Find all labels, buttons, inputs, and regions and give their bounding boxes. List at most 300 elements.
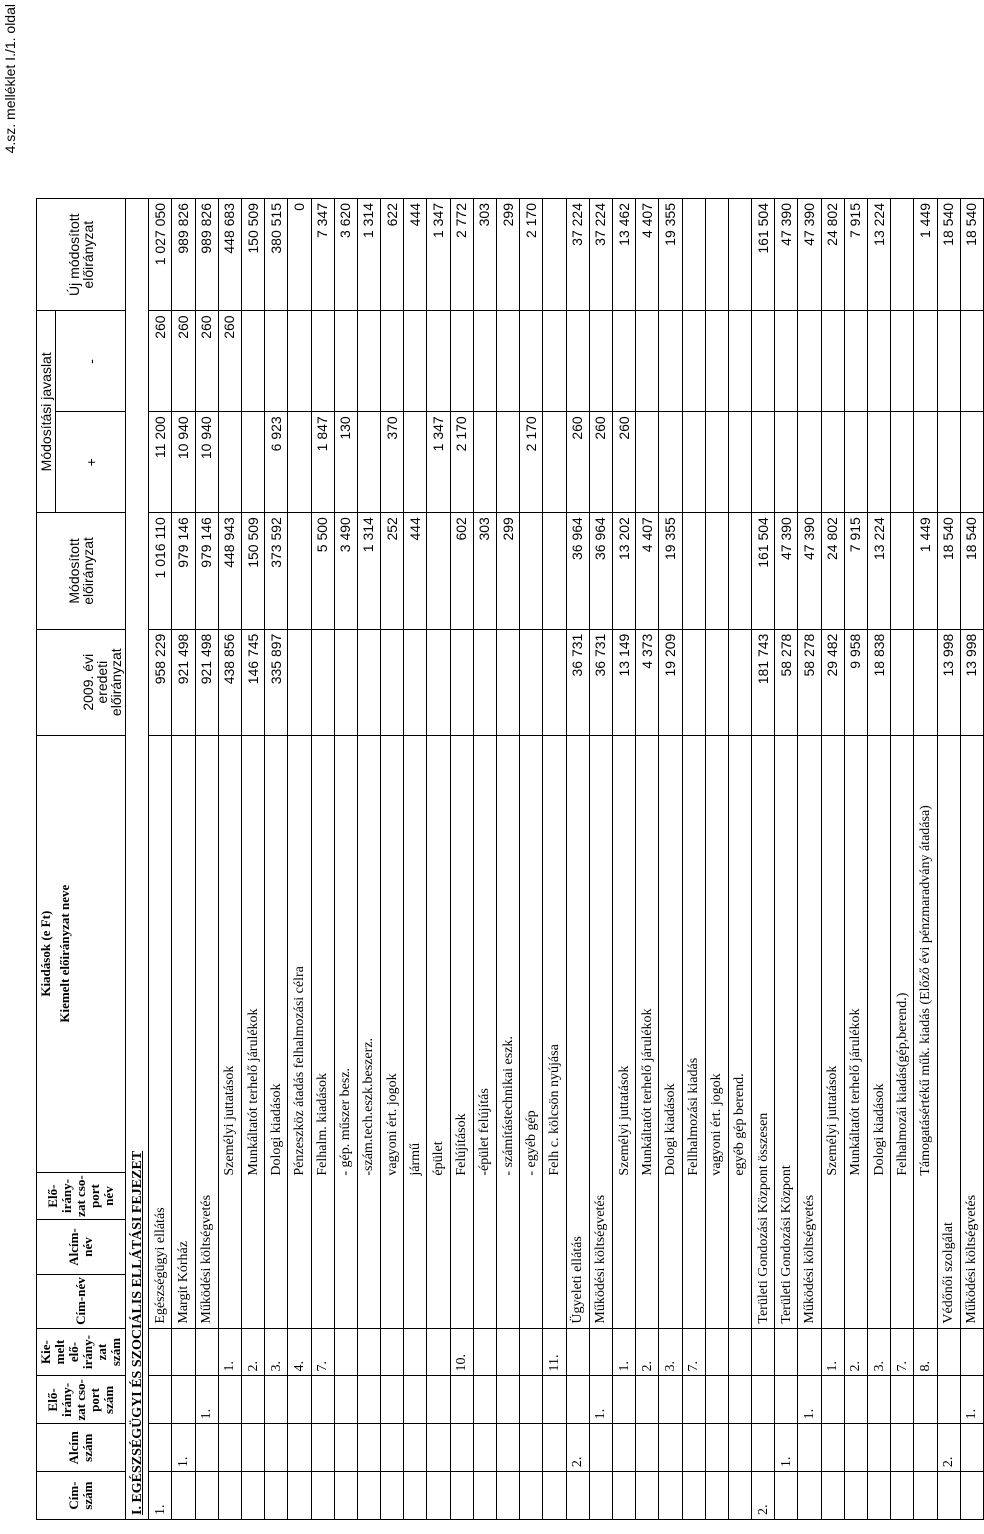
modositott-cell: 444 — [404, 513, 427, 629]
alcim-szam-cell — [682, 1424, 705, 1472]
minus-cell — [589, 311, 612, 412]
modositott-cell: 13 224 — [868, 513, 891, 629]
modositott-cell: 150 509 — [241, 513, 264, 629]
cim-szam-cell — [172, 1472, 195, 1520]
alcim-szam-cell: 2. — [566, 1424, 589, 1472]
eredeti-cell — [334, 629, 357, 735]
eloir-csop-cell — [937, 1376, 960, 1424]
kiemelt-szam-cell — [172, 1328, 195, 1376]
kiemelt-szam-cell — [752, 1328, 775, 1376]
minus-cell — [427, 311, 450, 412]
eredeti-cell — [705, 629, 728, 735]
eloir-csop-cell — [450, 1376, 473, 1424]
alcim-szam-cell — [218, 1424, 241, 1472]
row-name-cell: Személyi juttatások — [218, 735, 241, 1328]
alcim-szam-cell — [241, 1424, 264, 1472]
row-name-cell: Felhalmozái kiadás(gép,berend.) — [891, 735, 914, 1328]
plus-cell — [497, 412, 520, 513]
eredeti-cell — [288, 629, 311, 735]
alcim-szam-cell — [705, 1424, 728, 1472]
kiemelt-szam-cell: 8. — [914, 1328, 937, 1376]
row-name-cell: -szám.tech.eszk.beszerz. — [357, 735, 380, 1328]
row-name-cell: Ügyeleti ellátás — [566, 735, 589, 1328]
header-uj: Új módosított előirányzat — [37, 199, 126, 311]
cim-szam-cell — [404, 1472, 427, 1520]
uj-cell: 448 683 — [218, 199, 241, 311]
uj-cell: 161 504 — [752, 199, 775, 311]
kiemelt-szam-cell: 2. — [844, 1328, 867, 1376]
eredeti-cell: 58 278 — [775, 629, 798, 735]
eredeti-cell: 146 745 — [241, 629, 264, 735]
minus-cell — [775, 311, 798, 412]
modositott-cell: 299 — [497, 513, 520, 629]
table-row — [218, 199, 241, 1520]
uj-cell: 4 407 — [636, 199, 659, 311]
kiemelt-szam-cell — [960, 1328, 983, 1376]
kiemelt-szam-cell: 7. — [311, 1328, 334, 1376]
eloir-csop-cell: 1. — [589, 1376, 612, 1424]
eloir-csop-cell — [149, 1376, 172, 1424]
row-name-cell: Működési költségvetés — [960, 735, 983, 1328]
modositott-cell: 1 449 — [914, 513, 937, 629]
plus-cell — [241, 412, 264, 513]
plus-cell — [473, 412, 496, 513]
eredeti-cell: 13 998 — [960, 629, 983, 735]
uj-cell: 37 224 — [589, 199, 612, 311]
alcim-szam-cell — [543, 1424, 566, 1472]
row-name-cell: Működési költségvetés — [195, 735, 218, 1328]
cim-szam-cell — [311, 1472, 334, 1520]
minus-cell — [705, 311, 728, 412]
eloir-csop-cell — [891, 1376, 914, 1424]
eloir-csop-cell — [636, 1376, 659, 1424]
cim-szam-cell — [844, 1472, 867, 1520]
minus-cell — [659, 311, 682, 412]
plus-cell: 11 200 — [149, 412, 172, 513]
alcim-szam-cell: 1. — [775, 1424, 798, 1472]
cim-szam-cell — [775, 1472, 798, 1520]
modositott-cell — [682, 513, 705, 629]
row-name-cell: Működési költségvetés — [589, 735, 612, 1328]
table-row — [682, 199, 705, 1520]
eredeti-cell: 36 731 — [589, 629, 612, 735]
eloir-csop-cell — [357, 1376, 380, 1424]
eredeti-cell — [450, 629, 473, 735]
minus-cell — [821, 311, 844, 412]
eredeti-cell — [473, 629, 496, 735]
eredeti-cell: 13 149 — [612, 629, 635, 735]
header-eloir-csop-szam: Elő-irány-zat cso-port szám — [37, 1376, 126, 1424]
minus-cell — [752, 311, 775, 412]
alcim-szam-cell — [357, 1424, 380, 1472]
plus-cell — [728, 412, 751, 513]
modositott-cell: 4 407 — [636, 513, 659, 629]
uj-cell: 24 802 — [821, 199, 844, 311]
modositott-cell: 13 202 — [612, 513, 635, 629]
cim-szam-cell — [821, 1472, 844, 1520]
cim-szam-cell — [381, 1472, 404, 1520]
minus-cell: 260 — [218, 311, 241, 412]
cim-szam-cell — [728, 1472, 751, 1520]
eredeti-cell: 29 482 — [821, 629, 844, 735]
kiemelt-szam-cell — [195, 1328, 218, 1376]
eredeti-cell — [497, 629, 520, 735]
cim-szam-cell — [218, 1472, 241, 1520]
modositott-cell: 3 490 — [334, 513, 357, 629]
eloir-csop-cell — [612, 1376, 635, 1424]
alcim-szam-cell — [960, 1424, 983, 1472]
minus-cell: 260 — [195, 311, 218, 412]
header-plus: + — [56, 412, 126, 513]
uj-cell: 7 347 — [311, 199, 334, 311]
plus-cell — [937, 412, 960, 513]
cim-szam-cell — [497, 1472, 520, 1520]
uj-cell: 2 170 — [520, 199, 543, 311]
kiemelt-szam-cell: 3. — [265, 1328, 288, 1376]
kiemelt-szam-cell — [357, 1328, 380, 1376]
minus-cell — [543, 311, 566, 412]
modositott-cell — [288, 513, 311, 629]
header-javaslat: Módosítási javaslat — [37, 311, 56, 513]
modositott-cell: 979 146 — [195, 513, 218, 629]
row-name-cell: Munkáltatót terhelő járulékok — [241, 735, 264, 1328]
cim-szam-cell — [520, 1472, 543, 1520]
kiemelt-szam-cell — [473, 1328, 496, 1376]
kiemelt-szam-cell — [149, 1328, 172, 1376]
alcim-szam-cell — [427, 1424, 450, 1472]
table-row — [473, 199, 496, 1520]
plus-cell: 130 — [334, 412, 357, 513]
alcim-szam-cell — [404, 1424, 427, 1472]
uj-cell: 1 027 050 — [149, 199, 172, 311]
plus-cell: 260 — [566, 412, 589, 513]
modositott-cell: 1 016 110 — [149, 513, 172, 629]
kiemelt-szam-cell — [728, 1328, 751, 1376]
eloir-csop-cell — [473, 1376, 496, 1424]
alcim-szam-cell — [450, 1424, 473, 1472]
cim-szam-cell — [960, 1472, 983, 1520]
modositott-cell: 979 146 — [172, 513, 195, 629]
modositott-cell: 7 915 — [844, 513, 867, 629]
modositott-cell: 47 390 — [775, 513, 798, 629]
plus-cell — [636, 412, 659, 513]
table-row — [450, 199, 473, 1520]
minus-cell — [473, 311, 496, 412]
modositott-cell: 47 390 — [798, 513, 821, 629]
alcim-szam-cell — [195, 1424, 218, 1472]
minus-cell — [357, 311, 380, 412]
cim-szam-cell — [937, 1472, 960, 1520]
table-row — [798, 199, 821, 1520]
plus-cell — [659, 412, 682, 513]
table-row — [311, 199, 334, 1520]
uj-cell — [682, 199, 705, 311]
modositott-cell: 1 314 — [357, 513, 380, 629]
eloir-csop-cell — [334, 1376, 357, 1424]
uj-cell: 19 355 — [659, 199, 682, 311]
plus-cell — [404, 412, 427, 513]
uj-cell: 444 — [404, 199, 427, 311]
eredeti-cell — [914, 629, 937, 735]
alcim-szam-cell — [798, 1424, 821, 1472]
header-eloir-csop-nev: Elő-irány-zat cso-port név — [37, 1172, 126, 1220]
fejezet-row — [126, 199, 149, 1520]
minus-cell — [311, 311, 334, 412]
kiemelt-szam-cell: 2. — [636, 1328, 659, 1376]
uj-cell: 303 — [473, 199, 496, 311]
alcim-szam-cell — [752, 1424, 775, 1472]
header-minus: - — [56, 311, 126, 412]
cim-szam-cell — [427, 1472, 450, 1520]
eredeti-cell — [891, 629, 914, 735]
row-name-cell: vagyoni ért. jogok — [705, 735, 728, 1328]
row-name-cell: Személyi juttatások — [612, 735, 635, 1328]
plus-cell: 260 — [589, 412, 612, 513]
alcim-szam-cell — [473, 1424, 496, 1472]
eloir-csop-cell: 1. — [960, 1376, 983, 1424]
alcim-szam-cell: 1. — [172, 1424, 195, 1472]
table-row — [937, 199, 960, 1520]
uj-cell — [543, 199, 566, 311]
cim-szam-cell — [914, 1472, 937, 1520]
minus-cell: 260 — [149, 311, 172, 412]
plus-cell — [868, 412, 891, 513]
plus-cell — [844, 412, 867, 513]
eloir-csop-cell — [543, 1376, 566, 1424]
row-name-cell: Munkáltatót terhelő járulékok — [636, 735, 659, 1328]
eloir-csop-cell — [288, 1376, 311, 1424]
table-row — [659, 199, 682, 1520]
table-row — [149, 199, 172, 1520]
table-row — [566, 199, 589, 1520]
eredeti-cell: 36 731 — [566, 629, 589, 735]
eloir-csop-cell — [381, 1376, 404, 1424]
eredeti-cell — [381, 629, 404, 735]
plus-cell — [891, 412, 914, 513]
budget-table — [36, 198, 984, 1520]
alcim-szam-cell — [265, 1424, 288, 1472]
plus-cell — [914, 412, 937, 513]
cim-szam-cell — [334, 1472, 357, 1520]
minus-cell — [891, 311, 914, 412]
cim-szam-cell — [868, 1472, 891, 1520]
cim-szam-cell — [450, 1472, 473, 1520]
minus-cell — [241, 311, 264, 412]
uj-cell: 380 515 — [265, 199, 288, 311]
eloir-csop-cell — [914, 1376, 937, 1424]
minus-cell — [914, 311, 937, 412]
eredeti-cell: 335 897 — [265, 629, 288, 735]
kiemelt-szam-cell — [427, 1328, 450, 1376]
plus-cell — [682, 412, 705, 513]
uj-cell: 989 826 — [172, 199, 195, 311]
table-row — [195, 199, 218, 1520]
minus-cell — [497, 311, 520, 412]
row-name-cell: Dologi kiadások — [265, 735, 288, 1328]
row-name-cell: - gép. műszer besz. — [334, 735, 357, 1328]
minus-cell: 260 — [172, 311, 195, 412]
kiemelt-szam-cell: 1. — [612, 1328, 635, 1376]
modositott-cell: 18 540 — [960, 513, 983, 629]
kiemelt-szam-cell: 7. — [682, 1328, 705, 1376]
eredeti-cell — [427, 629, 450, 735]
header-cim-szam: Cím-szám — [37, 1472, 126, 1520]
table-row — [636, 199, 659, 1520]
row-name-cell: -épület felújítás — [473, 735, 496, 1328]
modositott-cell — [427, 513, 450, 629]
plus-cell: 10 940 — [172, 412, 195, 513]
eloir-csop-cell — [752, 1376, 775, 1424]
table-row — [775, 199, 798, 1520]
eloir-csop-cell — [311, 1376, 334, 1424]
eredeti-cell: 9 958 — [844, 629, 867, 735]
cim-szam-cell — [589, 1472, 612, 1520]
minus-cell — [334, 311, 357, 412]
table-row — [520, 199, 543, 1520]
kiemelt-szam-cell — [705, 1328, 728, 1376]
eloir-csop-cell — [218, 1376, 241, 1424]
minus-cell — [636, 311, 659, 412]
eloir-csop-cell — [265, 1376, 288, 1424]
eredeti-cell: 958 229 — [149, 629, 172, 735]
kiemelt-szam-cell — [497, 1328, 520, 1376]
modositott-cell: 24 802 — [821, 513, 844, 629]
row-name-cell: Felhalm. kiadások — [311, 735, 334, 1328]
alcim-szam-cell — [381, 1424, 404, 1472]
header-title: Kiadások (e Ft) — [37, 735, 56, 1172]
row-name-cell: Védőnői szolgálat — [937, 735, 960, 1328]
plus-cell — [357, 412, 380, 513]
alcim-szam-cell — [149, 1424, 172, 1472]
plus-cell — [705, 412, 728, 513]
row-name-cell: Területi Gondozási Központ összesen — [752, 735, 775, 1328]
uj-cell: 47 390 — [798, 199, 821, 311]
header-kiemelt-nev: Kiemelt előirányzat neve — [56, 735, 126, 1172]
cim-szam-cell — [566, 1472, 589, 1520]
alcim-szam-cell — [589, 1424, 612, 1472]
header-alcim-szam: Alcím szám — [37, 1424, 126, 1472]
header-eredeti: 2009. évi eredeti előirányzat — [37, 629, 126, 735]
eredeti-cell: 19 209 — [659, 629, 682, 735]
row-name-cell: Pénzeszköz átadás felhalmozási célra — [288, 735, 311, 1328]
eredeti-cell: 921 498 — [172, 629, 195, 735]
eredeti-cell — [404, 629, 427, 735]
uj-cell — [728, 199, 751, 311]
uj-cell: 1 347 — [427, 199, 450, 311]
cim-szam-cell — [241, 1472, 264, 1520]
eloir-csop-cell — [172, 1376, 195, 1424]
row-name-cell: Felh c. kölcsön nyújása — [543, 735, 566, 1328]
table-row — [334, 199, 357, 1520]
plus-cell — [821, 412, 844, 513]
row-name-cell: épület — [427, 735, 450, 1328]
eloir-csop-cell — [868, 1376, 891, 1424]
eredeti-cell — [311, 629, 334, 735]
table-row — [960, 199, 983, 1520]
eloir-csop-cell — [705, 1376, 728, 1424]
eloir-csop-cell — [566, 1376, 589, 1424]
eloir-csop-cell — [241, 1376, 264, 1424]
table-row — [728, 199, 751, 1520]
row-name-cell: Felújítások — [450, 735, 473, 1328]
cim-szam-cell — [705, 1472, 728, 1520]
table-row — [265, 199, 288, 1520]
alcim-szam-cell: 2. — [937, 1424, 960, 1472]
kiemelt-szam-cell — [566, 1328, 589, 1376]
plus-cell — [752, 412, 775, 513]
alcim-szam-cell — [334, 1424, 357, 1472]
eloir-csop-cell — [775, 1376, 798, 1424]
fejezet-title: I. EGÉSZSÉGÜGYI ÉS SZOCIÁLIS ELLÁTÁSI FEJEZET — [126, 199, 149, 1520]
uj-cell: 150 509 — [241, 199, 264, 311]
alcim-szam-cell — [728, 1424, 751, 1472]
modositott-cell: 252 — [381, 513, 404, 629]
plus-cell — [288, 412, 311, 513]
modositott-cell: 36 964 — [566, 513, 589, 629]
cim-szam-cell — [195, 1472, 218, 1520]
table-row — [357, 199, 380, 1520]
uj-cell: 299 — [497, 199, 520, 311]
uj-cell: 989 826 — [195, 199, 218, 311]
eredeti-cell: 438 856 — [218, 629, 241, 735]
plus-cell: 2 170 — [520, 412, 543, 513]
table-row — [404, 199, 427, 1520]
alcim-szam-cell — [868, 1424, 891, 1472]
row-name-cell: Személyi juttatások — [821, 735, 844, 1328]
uj-cell: 1 314 — [357, 199, 380, 311]
eredeti-cell: 13 998 — [937, 629, 960, 735]
plus-cell — [218, 412, 241, 513]
table-row — [497, 199, 520, 1520]
kiemelt-szam-cell — [334, 1328, 357, 1376]
kiemelt-szam-cell: 11. — [543, 1328, 566, 1376]
row-name-cell: egyéb gép berend. — [728, 735, 751, 1328]
eredeti-cell: 921 498 — [195, 629, 218, 735]
table-row — [543, 199, 566, 1520]
kiemelt-szam-cell — [589, 1328, 612, 1376]
modositott-cell: 448 943 — [218, 513, 241, 629]
uj-cell: 18 540 — [937, 199, 960, 311]
table-row — [612, 199, 635, 1520]
eloir-csop-cell — [821, 1376, 844, 1424]
eredeti-cell: 181 743 — [752, 629, 775, 735]
eloir-csop-cell — [659, 1376, 682, 1424]
uj-cell: 37 224 — [566, 199, 589, 311]
cim-szam-cell — [265, 1472, 288, 1520]
kiemelt-szam-cell — [404, 1328, 427, 1376]
uj-cell: 0 — [288, 199, 311, 311]
kiemelt-szam-cell: 4. — [288, 1328, 311, 1376]
uj-cell: 2 772 — [450, 199, 473, 311]
uj-cell: 622 — [381, 199, 404, 311]
table-row — [844, 199, 867, 1520]
cim-szam-cell — [357, 1472, 380, 1520]
table-row — [914, 199, 937, 1520]
table-row — [427, 199, 450, 1520]
minus-cell — [566, 311, 589, 412]
modositott-cell: 18 540 — [937, 513, 960, 629]
row-name-cell: - számítástechnikai eszk. — [497, 735, 520, 1328]
uj-cell: 47 390 — [775, 199, 798, 311]
header-cim-nev: Cím-név — [37, 1274, 126, 1328]
minus-cell — [798, 311, 821, 412]
modositott-cell — [705, 513, 728, 629]
alcim-szam-cell — [636, 1424, 659, 1472]
cim-szam-cell — [682, 1472, 705, 1520]
row-name-cell: - egyéb gép — [520, 735, 543, 1328]
eredeti-cell — [682, 629, 705, 735]
plus-cell — [960, 412, 983, 513]
